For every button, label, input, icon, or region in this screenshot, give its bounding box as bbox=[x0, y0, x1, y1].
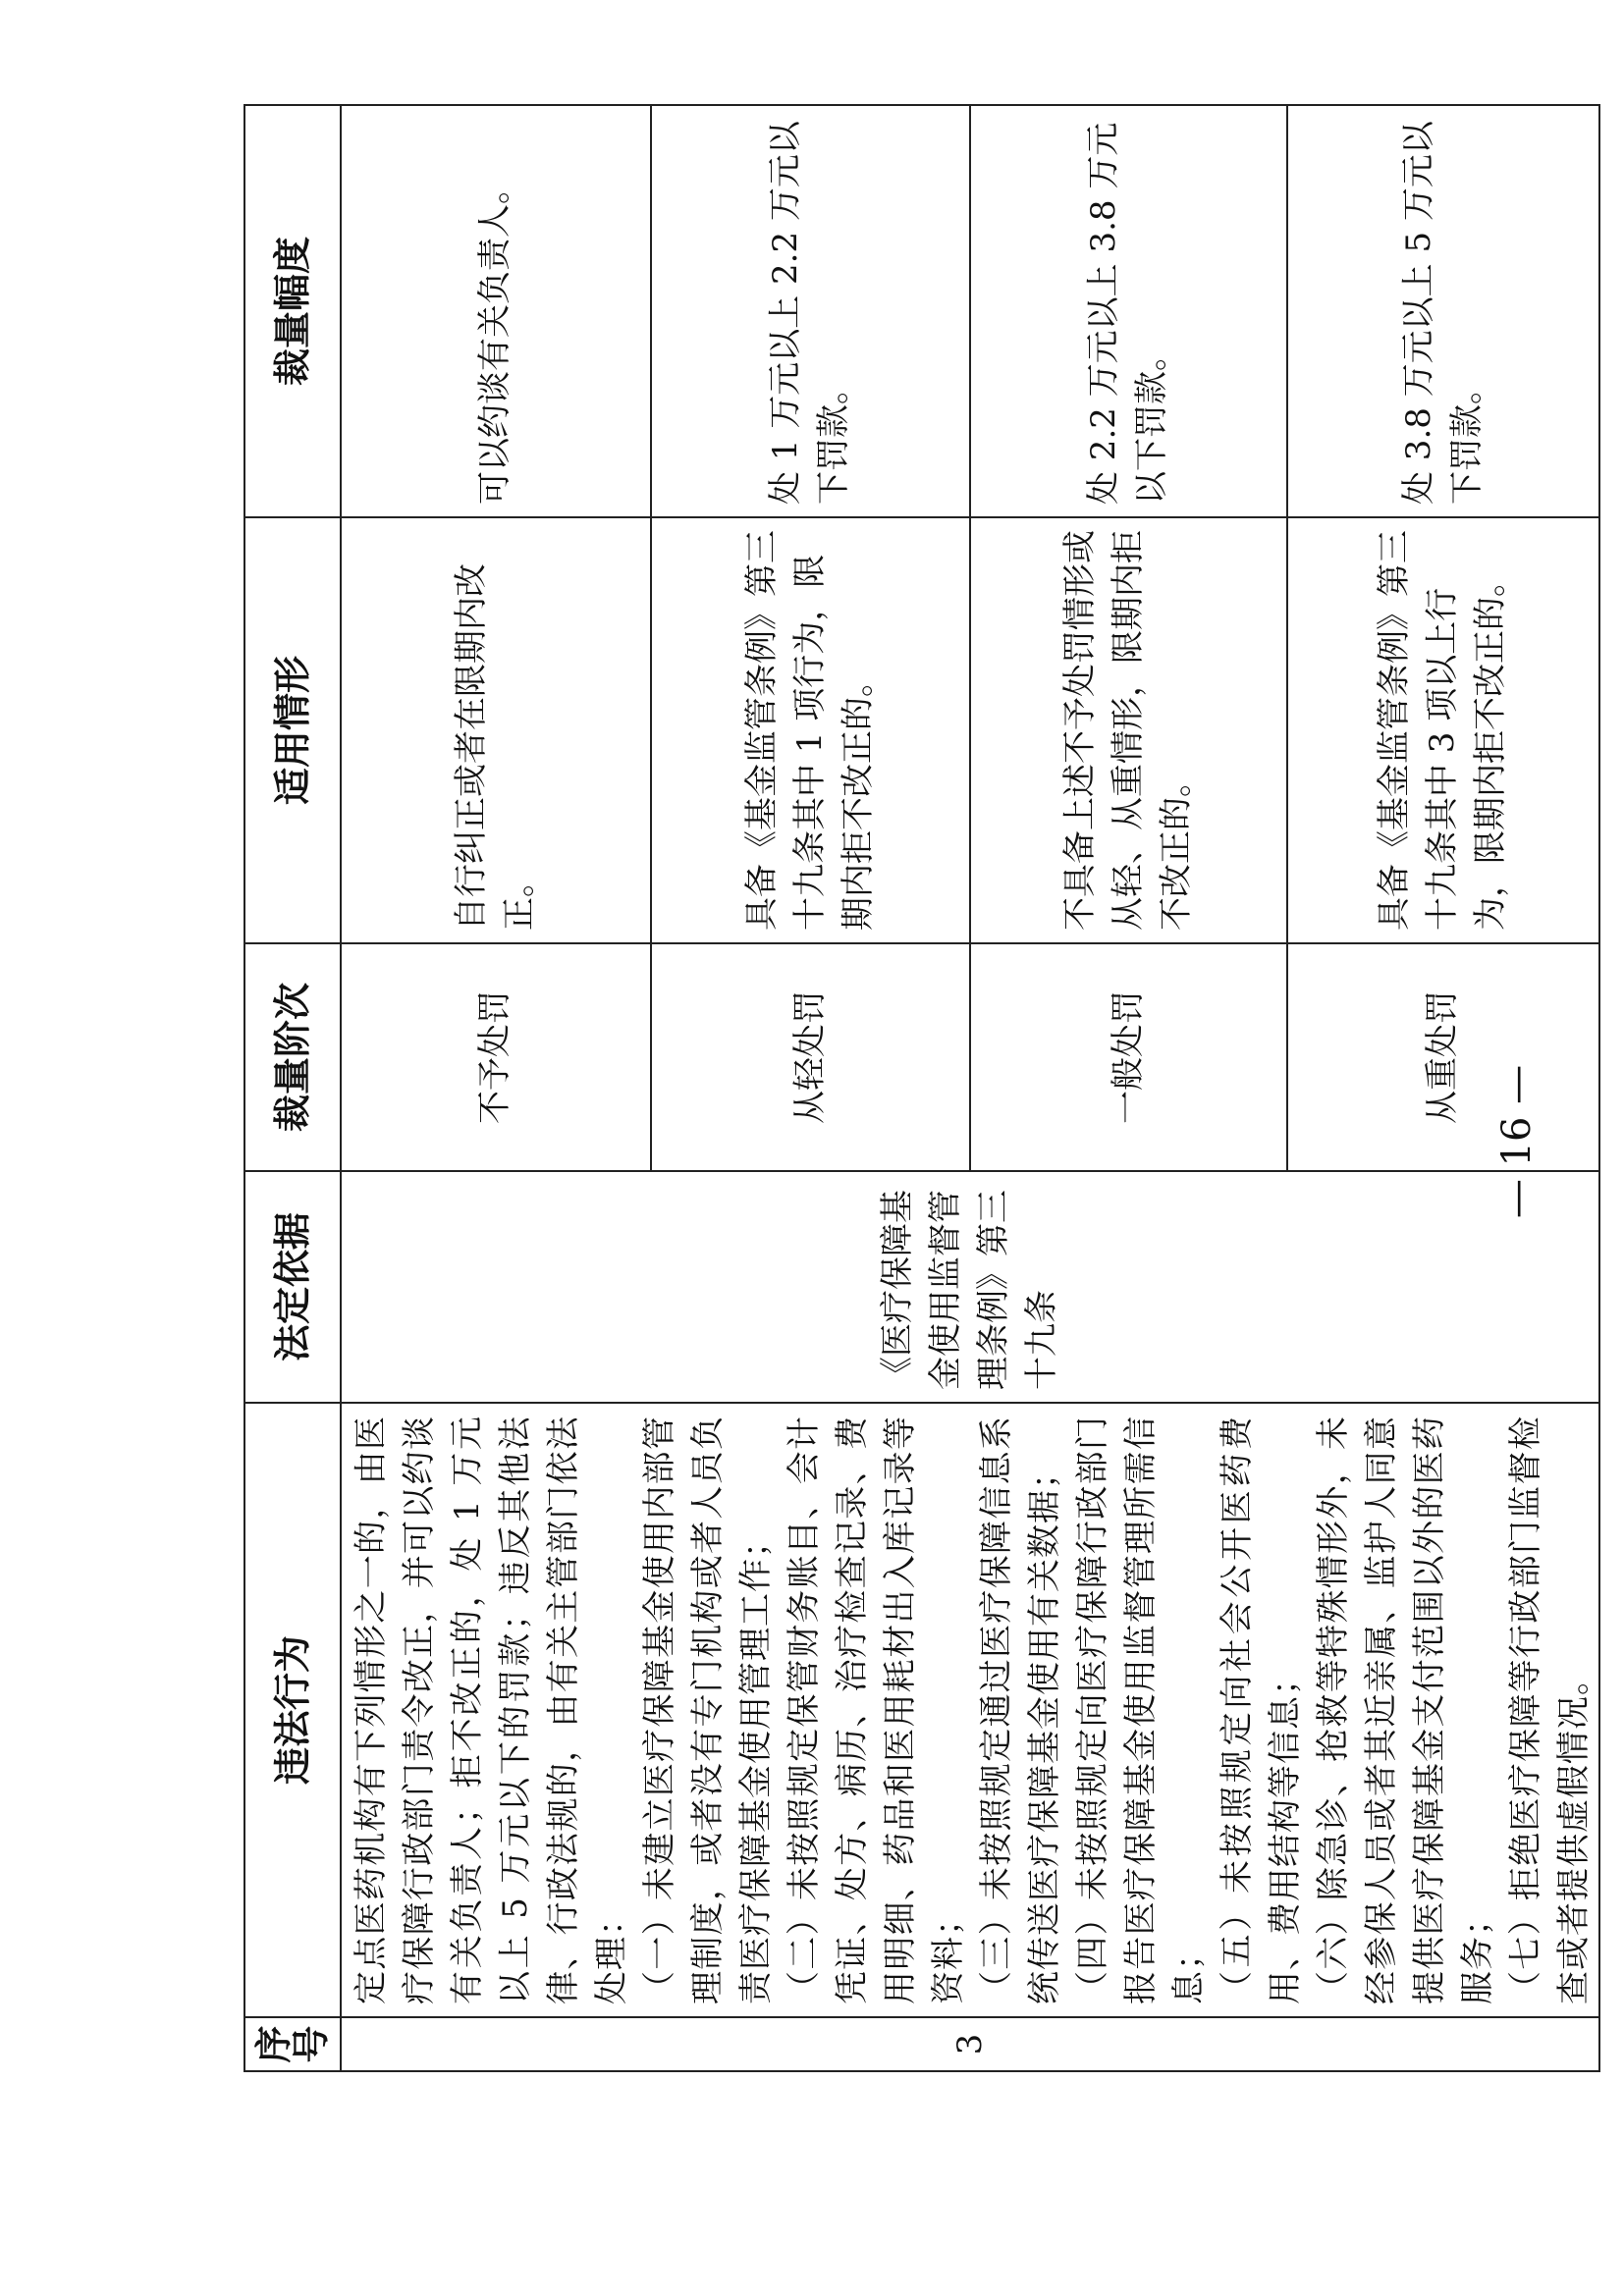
header-violation: 违法行为 bbox=[244, 1403, 341, 2017]
discretion-table bbox=[244, 104, 1600, 2072]
tier-level: 从重处罚 bbox=[1287, 943, 1599, 1171]
tier-range: 处 1 万元以上 2.2 万元以下罚款。 bbox=[651, 105, 970, 517]
tier-level: 不予处罚 bbox=[341, 943, 651, 1171]
tier-situation: 自行纠正或者在限期内改正。 bbox=[341, 517, 651, 943]
violation-line: 定点医药机构有下列情形之一的，由医疗保障行政部门责令改正，并可以约谈有关负责人；拒不改正的，处 1 万元以上 5 万元以下的罚款；违反其他法律、行政法规的，由有关主管部门依法处理： bbox=[352, 1415, 631, 2004]
tier-level: 从轻处罚 bbox=[651, 943, 970, 1171]
violation-line: （五）未按照规定向社会公开医药费用、费用结构等信息； bbox=[1218, 1415, 1305, 2004]
violation-line: （四）未按照规定向医疗保障行政部门报告医疗保障基金使用监督管理所需信息； bbox=[1073, 1415, 1209, 2004]
violation-line: （六）除急诊、抢救等特殊情形外，未经参保人员或者其近亲属、监护人同意提供医疗保障基金支付范围以外的医药服务； bbox=[1314, 1415, 1497, 2004]
page-number: — 16 — bbox=[1494, 1064, 1540, 1219]
tier-situation: 具备《基金监管条例》第三十九条其中 3 项以上行为，限期内拒不改正的。 bbox=[1287, 517, 1599, 943]
row-seq: 3 bbox=[341, 2017, 1599, 2071]
tier-situation: 不具备上述不予处罚情形或从轻、从重情形，限期内拒不改正的。 bbox=[970, 517, 1287, 943]
violation-line: （七）拒绝医疗保障等行政部门监督检查或者提供虚假情况。 bbox=[1506, 1415, 1594, 2004]
header-row bbox=[244, 105, 341, 2071]
header-basis: 法定依据 bbox=[244, 1171, 341, 1403]
violation-line: （三）未按照规定通过医疗保障信息系统传送医疗保障基金使用有关数据； bbox=[977, 1415, 1064, 2004]
tier-row-1 bbox=[341, 105, 651, 2071]
tier-level: 一般处罚 bbox=[970, 943, 1287, 1171]
violation-line: （一）未建立医疗保障基金使用内部管理制度，或者没有专门机构或者人员负责医疗保障基金使用管理工作； bbox=[640, 1415, 776, 2004]
header-level: 裁量阶次 bbox=[244, 943, 341, 1171]
header-seq: 序号 bbox=[244, 2017, 341, 2071]
tier-range: 处 2.2 万元以上 3.8 万元以下罚款。 bbox=[970, 105, 1287, 517]
tier-range: 可以约谈有关负责人。 bbox=[341, 105, 651, 517]
header-range: 裁量幅度 bbox=[244, 105, 341, 517]
tier-range: 处 3.8 万元以上 5 万元以下罚款。 bbox=[1287, 105, 1599, 517]
legal-basis: 《医疗保障基金使用监督管理条例》第三十九条 bbox=[341, 1171, 1599, 1403]
violation-cell bbox=[341, 1403, 1599, 2017]
tier-situation: 具备《基金监管条例》第三十九条其中 1 项行为，限期内拒不改正的。 bbox=[651, 517, 970, 943]
header-situation: 适用情形 bbox=[244, 517, 341, 943]
violation-line: （二）未按照规定保管财务账目、会计凭证、处方、病历、治疗检查记录、费用明细、药品和医用耗材出入库记录等资料； bbox=[785, 1415, 968, 2004]
